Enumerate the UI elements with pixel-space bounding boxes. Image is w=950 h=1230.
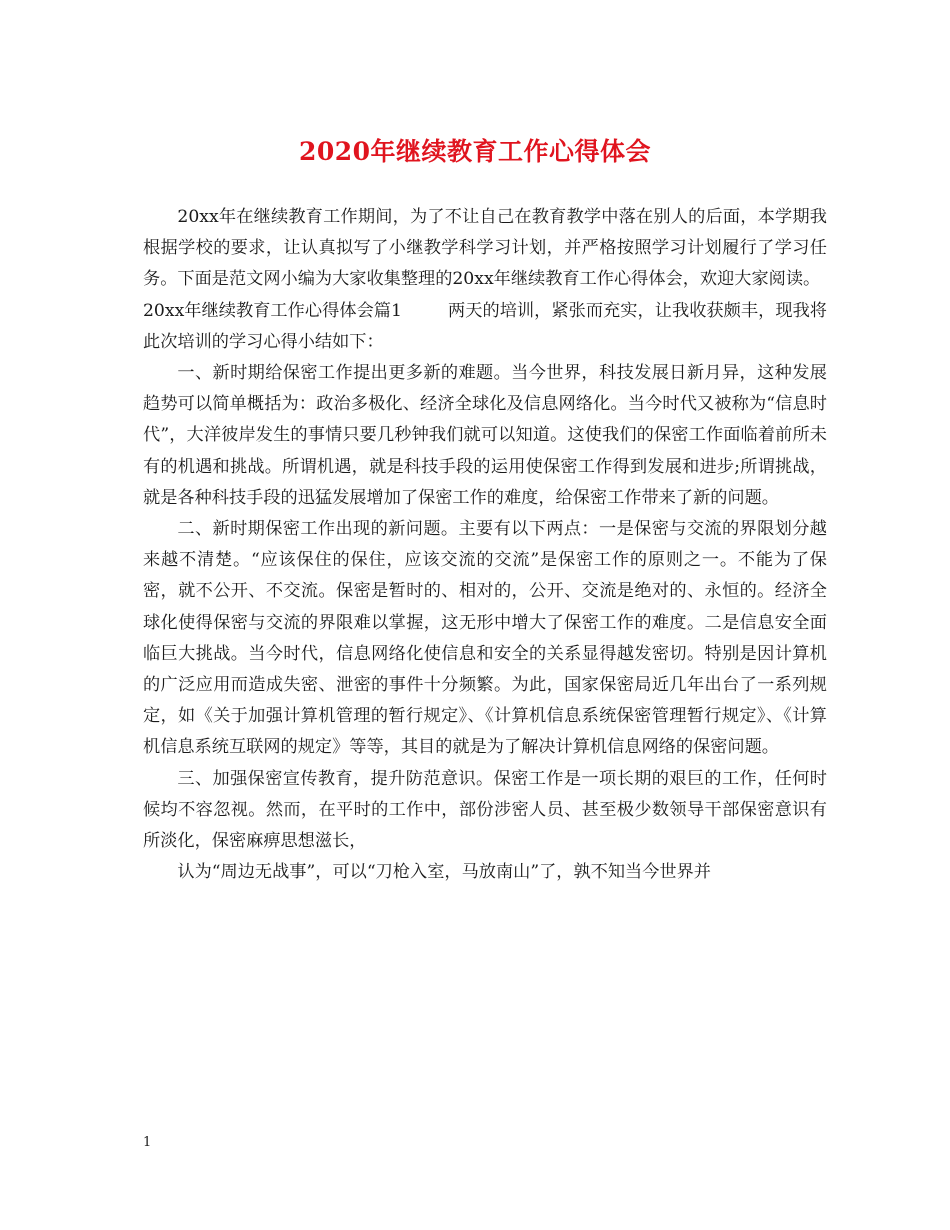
section-heading: 20xx年继续教育工作心得体会篇1 bbox=[143, 300, 402, 321]
paragraph-4: 认为“周边无战事”，可以“刀枪入室，马放南山”了，孰不知当今世界并 bbox=[177, 862, 711, 883]
page-number: 1 bbox=[143, 1135, 152, 1150]
paragraph-1: 一、新时期给保密工作提出更多新的难题。当今世界，科技发展日新月异，这种发展趋势可以简单概括为：政治多极化、经济全球化及信息网络化。当今时代又被称为“信息时代”，大洋彼岸发生的事情只要几秒钟我们就可以知道。这使我们的保密工作面临着前所未有的机遇和挑战。所谓机遇，就是科技手段的运用使保密工作得到发展和进步;所谓挑战，就是各种科技手段的迅猛发展增加了保密工作的难度，给保密工作带来了新的问题。 bbox=[143, 363, 827, 508]
paragraph-2: 二、新时期保密工作出现的新问题。主要有以下两点：一是保密与交流的界限划分越来越不清楚。“应该保住的保住，应该交流的交流”是保密工作的原则之一。不能为了保密，就不公开、不交流。保密是暂时的、相对的，公开、交流是绝对的、永恒的。经济全球化使得保密与交流的界限难以掌握，这无形中增大了保密工作的难度。二是信息安全面临巨大挑战。当今时代，信息网络化使信息和安全的关系显得越发密切。特别是因计算机的广泛应用而造成失密、泄密的事件十分频繁。为此，国家保密局近几年出台了一系列规定，如《关于加强计算机管理的暂行规定》、《计算机信息系统保密管理暂行规定》、《计算机信息系统互联网的规定》等等，其目的就是为了解决计算机信息网络的保密问题。 bbox=[143, 519, 827, 758]
section-paragraph bbox=[143, 296, 827, 358]
section-lead: 两天的培训，紧张而充实，让我收获颇丰，现我将此次培训的学习心得小结如下： bbox=[143, 300, 827, 352]
document-body bbox=[143, 202, 827, 888]
paragraph-3: 三、加强保密宣传教育，提升防范意识。保密工作是一项长期的艰巨的工作，任何时候均不容忽视。然而，在平时的工作中，部份涉密人员、甚至极少数领导干部保密意识有所淡化，保密麻痹思想滋长， bbox=[143, 768, 827, 852]
document-title: 2020年继续教育工作心得体会 bbox=[298, 137, 652, 166]
intro-paragraph: 20xx年在继续教育工作期间，为了不让自己在教育教学中落在别人的后面，本学期我根据学校的要求，让认真拟写了小继教学科学习计划，并严格按照学习计划履行了学习任务。下面是范文网小编为大家收集整理的20xx年继续教育工作心得体会，欢迎大家阅读。 bbox=[143, 207, 827, 290]
